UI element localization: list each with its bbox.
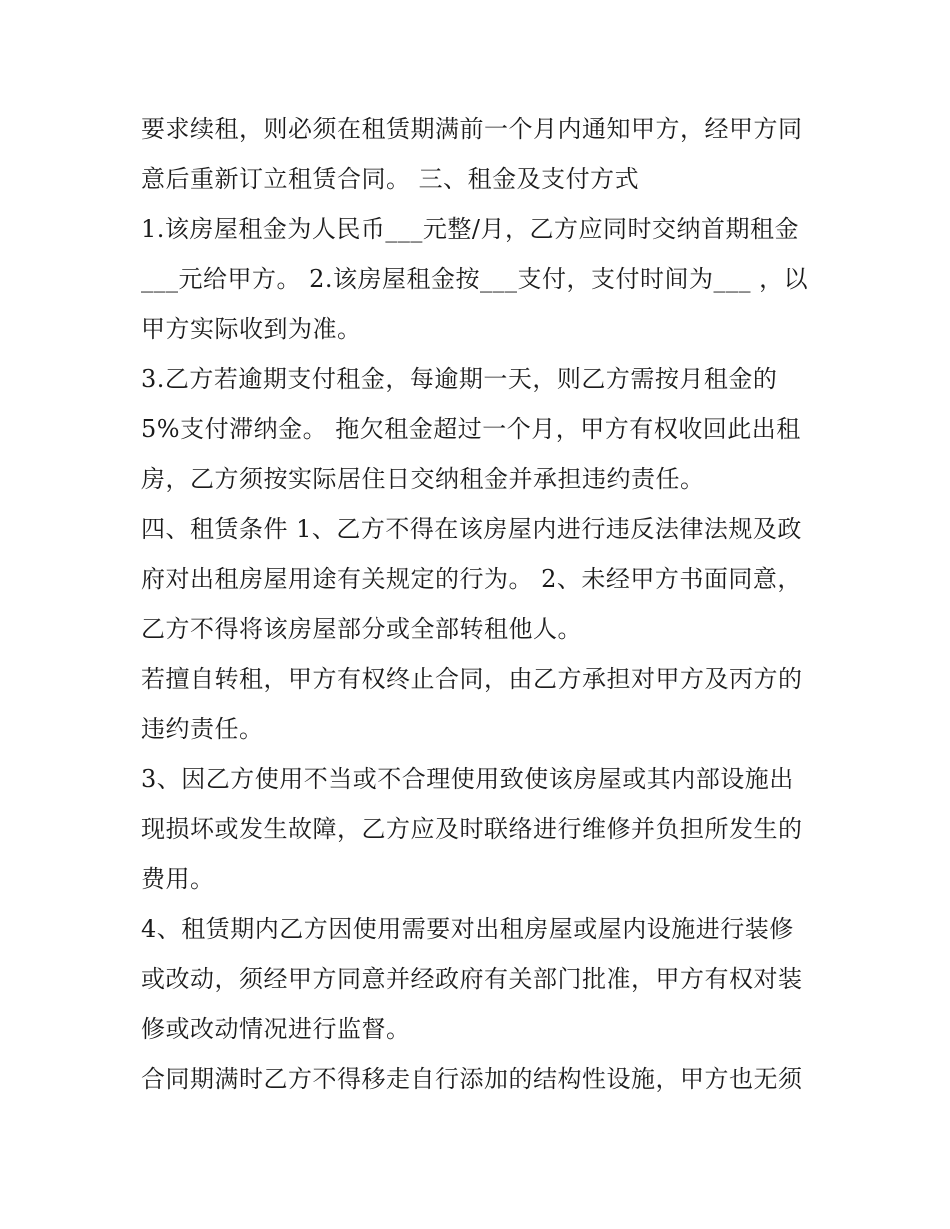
text-line: 5%支付滞纳金。 拖欠租金超过一个月，甲方有权收回此出租 bbox=[141, 415, 801, 443]
text-line: 或改动，须经甲方同意并经政府有关部门批准，甲方有权对装 bbox=[141, 965, 803, 993]
text-line: 房，乙方须按实际居住日交纳租金并承担违约责任。 bbox=[141, 465, 705, 493]
text-line: 乙方不得将该房屋部分或全部转租他人。 bbox=[141, 615, 582, 643]
text-line: 3、因乙方使用不当或不合理使用致使该房屋或其内部设施出 bbox=[141, 765, 794, 793]
text-line: 意后重新订立租赁合同。 三、租金及支付方式 bbox=[141, 165, 640, 193]
text-line: 修或改动情况进行监督。 bbox=[141, 1015, 411, 1043]
text-line: 合同期满时乙方不得移走自行添加的结构性设施，甲方也无须 bbox=[141, 1065, 803, 1093]
text-line: 四、租赁条件 1、乙方不得在该房屋内进行违反法律法规及政 bbox=[141, 515, 802, 543]
text-line: 3.乙方若逾期支付租金，每逾期一天，则乙方需按月租金的 bbox=[141, 365, 778, 393]
text-line: 1.该房屋租金为人民币___元整/月，乙方应同时交纳首期租金 bbox=[141, 215, 799, 243]
text-line: 若擅自转租，甲方有权终止合同，由乙方承担对甲方及丙方的 bbox=[141, 665, 803, 693]
text-line: 违约责任。 bbox=[141, 715, 264, 743]
document-body bbox=[141, 104, 821, 1104]
text-line: 现损坏或发生故障，乙方应及时联络进行维修并负担所发生的 bbox=[141, 815, 803, 843]
text-line: 甲方实际收到为准。 bbox=[141, 315, 362, 343]
text-line: 4、租赁期内乙方因使用需要对出租房屋或屋内设施进行装修 bbox=[141, 915, 794, 943]
text-line: 费用。 bbox=[141, 865, 215, 893]
text-line: 府对出租房屋用途有关规定的行为。 2、未经甲方书面同意， bbox=[141, 565, 802, 593]
text-line: 要求续租，则必须在租赁期满前一个月内通知甲方，经甲方同 bbox=[141, 115, 803, 143]
text-line: ___元给甲方。 2.该房屋租金按___支付，支付时间为___ ，以 bbox=[141, 265, 809, 293]
